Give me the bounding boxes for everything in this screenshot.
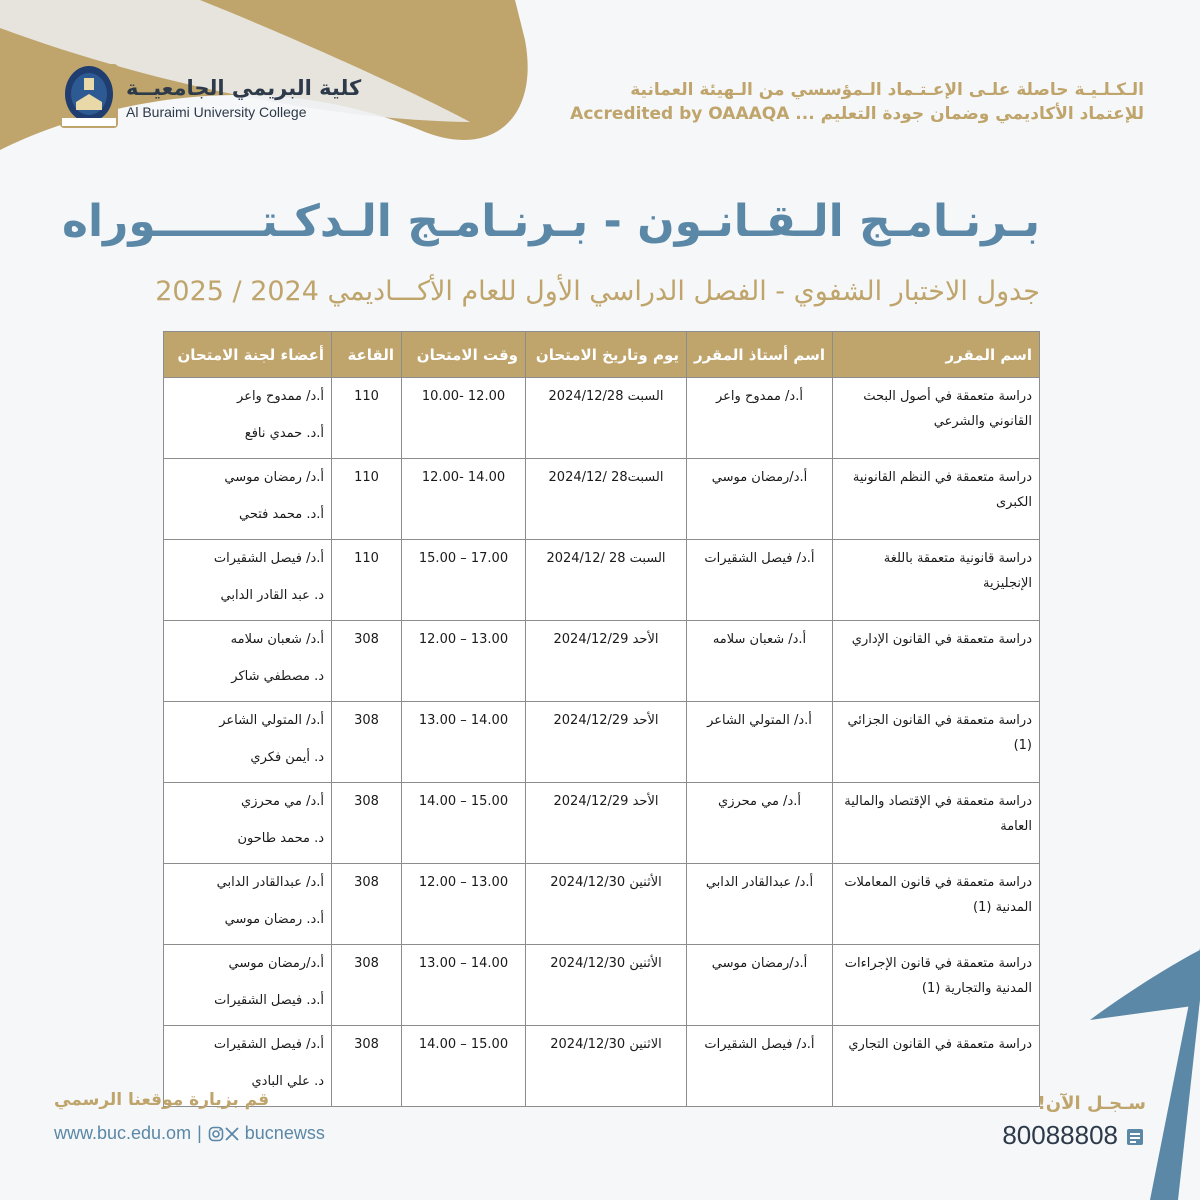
committee-cell: [164, 621, 332, 702]
committee-cell: [164, 945, 332, 1026]
room-cell: 110: [332, 540, 402, 621]
table-row: [164, 702, 1040, 783]
committee-member-2: أ.د. رمضان موسي: [224, 912, 324, 927]
instructor-cell: أ.د/رمضان موسي: [687, 459, 833, 540]
accreditation-line-2: للإعتماد الأكاديمي وضمان جودة التعليم ... Accredited by OAAAQA: [570, 104, 1144, 124]
table-row: [164, 783, 1040, 864]
x-icon[interactable]: [224, 1126, 240, 1147]
room-cell: 308: [332, 783, 402, 864]
course-cell: دراسة متعمقة في قانون الإجراءات المدنية والتجارية (1): [833, 945, 1040, 1026]
time-cell: 17.00 – 15.00: [402, 540, 526, 621]
date-cell: السبت28 /2024/12: [526, 459, 687, 540]
college-name-en: Al Buraimi University College: [126, 104, 307, 120]
committee-cell: [164, 540, 332, 621]
date-cell: الاثنين 2024/12/30: [526, 1026, 687, 1107]
table-row: [164, 945, 1040, 1026]
instructor-cell: أ.د/ فيصل الشقيرات: [687, 540, 833, 621]
register-now-text: سـجـل الآن!: [1037, 1093, 1146, 1114]
committee-member-1: أ.د/ شعبان سلامه: [230, 632, 324, 647]
room-cell: 308: [332, 702, 402, 783]
website-link[interactable]: www.buc.edu.om: [54, 1123, 192, 1143]
course-cell: دراسة متعمقة في أصول البحث القانوني والشرعي: [833, 378, 1040, 459]
date-cell: الأحد 2024/12/29: [526, 621, 687, 702]
room-cell: 110: [332, 459, 402, 540]
committee-member-1: أ.د/رمضان موسي: [228, 956, 324, 971]
page-subtitle: جدول الاختبار الشفوي - الفصل الدراسي الأول للعام الأكـــاديمي 2024 / 2025: [155, 276, 1040, 307]
phone-number[interactable]: 80088808: [1002, 1120, 1118, 1150]
date-cell: الأحد 2024/12/29: [526, 702, 687, 783]
committee-member-1: أ.د/ مي محرزي: [241, 794, 324, 809]
time-cell: 13.00 – 12.00: [402, 621, 526, 702]
page-title: بـرنـامـج الـقـانـون - بـرنـامـج الـدكـتـــــــوراه: [61, 196, 1040, 247]
committee-member-2: د. عبد القادر الدابي: [220, 588, 324, 603]
committee-member-2: د. مصطفي شاكر: [231, 669, 324, 684]
instructor-cell: أ.د/ فيصل الشقيرات: [687, 1026, 833, 1107]
room-cell: 308: [332, 945, 402, 1026]
committee-member-1: أ.د/ فيصل الشقيرات: [213, 551, 324, 566]
course-cell: دراسة متعمقة في القانون الإداري: [833, 621, 1040, 702]
table-row: [164, 459, 1040, 540]
committee-member-2: أ.د. حمدي نافع: [244, 426, 324, 441]
instructor-cell: أ.د/رمضان موسي: [687, 945, 833, 1026]
committee-cell: [164, 864, 332, 945]
header-date: يوم وتاريخ الامتحان: [526, 332, 687, 378]
time-cell: 12.00 -10.00: [402, 378, 526, 459]
college-name-ar: كلية البريمي الجامعيــة: [126, 76, 362, 100]
date-cell: الأحد 2024/12/29: [526, 783, 687, 864]
committee-member-2: د. محمد طاحون: [237, 831, 324, 846]
committee-member-2: أ.د. فيصل الشقيرات: [214, 993, 324, 1008]
committee-member-2: د. أيمن فكري: [250, 750, 324, 765]
committee-cell: [164, 702, 332, 783]
course-cell: دراسة متعمقة في القانون الجزائي (1): [833, 702, 1040, 783]
instructor-cell: أ.د/ مي محرزي: [687, 783, 833, 864]
date-cell: السبت 28 /2024/12: [526, 540, 687, 621]
table-header-row: [164, 332, 1040, 378]
table-row: [164, 1026, 1040, 1107]
bottom-blue-band-wide: [1090, 950, 1200, 1020]
social-handle[interactable]: bucnewss: [244, 1123, 325, 1143]
course-cell: دراسة متعمقة في النظم القانونية الكبرى: [833, 459, 1040, 540]
date-cell: السبت 2024/12/28: [526, 378, 687, 459]
course-cell: دراسة متعمقة في الإقتصاد والمالية العامة: [833, 783, 1040, 864]
exam-schedule-table: [163, 331, 1040, 1107]
course-cell: دراسة متعمقة في القانون التجاري: [833, 1026, 1040, 1107]
header-committee: أعضاء لجنة الامتحان: [164, 332, 332, 378]
time-cell: 13.00 – 12.00: [402, 864, 526, 945]
time-cell: 15.00 – 14.00: [402, 1026, 526, 1107]
table-row: [164, 621, 1040, 702]
committee-cell: [164, 783, 332, 864]
instagram-icon[interactable]: [208, 1126, 224, 1147]
course-cell: دراسة قانونية متعمقة باللغة الإنجليزية: [833, 540, 1040, 621]
header-course: اسم المقرر: [833, 332, 1040, 378]
time-cell: 15.00 – 14.00: [402, 783, 526, 864]
table-row: [164, 378, 1040, 459]
visit-website-text: قم بزيارة موقعنا الرسمي: [54, 1090, 270, 1110]
header-time: وقت الامتحان: [402, 332, 526, 378]
room-cell: 110: [332, 378, 402, 459]
room-cell: 308: [332, 621, 402, 702]
instructor-cell: أ.د/ عبدالقادر الدابي: [687, 864, 833, 945]
header-instructor: اسم أستاذ المقرر: [687, 332, 833, 378]
instructor-cell: أ.د/ شعبان سلامه: [687, 621, 833, 702]
committee-member-1: أ.د/ ممدوح واعر: [237, 389, 324, 404]
committee-member-1: أ.د/ عبدالقادر الدابي: [216, 875, 324, 890]
header-room: القاعة: [332, 332, 402, 378]
instructor-cell: أ.د/ ممدوح واعر: [687, 378, 833, 459]
time-cell: 14.00 -12.00: [402, 459, 526, 540]
date-cell: الأثنين 2024/12/30: [526, 945, 687, 1026]
footer-links: [54, 1123, 325, 1147]
committee-member-1: أ.د/ المتولي الشاعر: [219, 713, 324, 728]
committee-member-2: د. علي البادي: [251, 1074, 324, 1089]
committee-member-1: أ.د/ فيصل الشقيرات: [213, 1037, 324, 1052]
time-cell: 14.00 – 13.00: [402, 945, 526, 1026]
room-cell: 308: [332, 1026, 402, 1107]
room-cell: 308: [332, 864, 402, 945]
phone-icon: [1126, 1128, 1144, 1146]
committee-cell: [164, 378, 332, 459]
date-cell: الأثنين 2024/12/30: [526, 864, 687, 945]
divider: |: [197, 1123, 202, 1143]
course-cell: دراسة متعمقة في قانون المعاملات المدنية (1): [833, 864, 1040, 945]
accreditation-note: [570, 78, 1144, 126]
committee-member-2: أ.د. محمد فتحي: [239, 507, 324, 522]
accreditation-line-1: الـكـلـيـة حاصلة علـى الإعـتـماد الـمؤسسي من الـهيئة العمانية: [630, 80, 1144, 100]
committee-cell: [164, 459, 332, 540]
table-row: [164, 540, 1040, 621]
instructor-cell: أ.د/ المتولي الشاعر: [687, 702, 833, 783]
committee-member-1: أ.د/ رمضان موسي: [224, 470, 324, 485]
time-cell: 14.00 – 13.00: [402, 702, 526, 783]
table-row: [164, 864, 1040, 945]
college-logo: [58, 58, 120, 130]
